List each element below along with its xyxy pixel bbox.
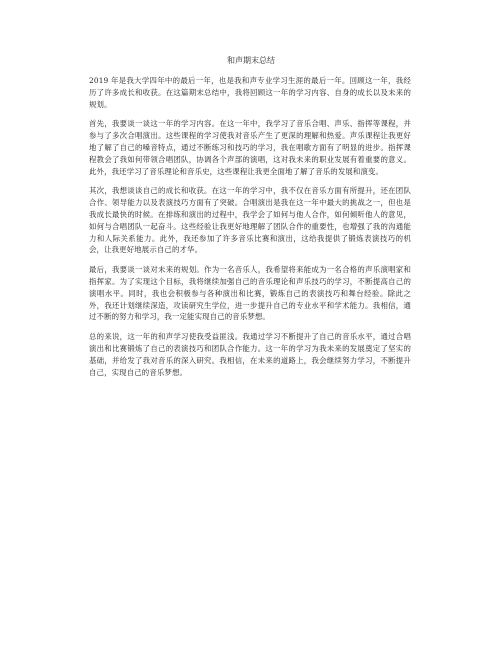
- paragraph-growth: 其次，我想谈谈自己的成长和收获。在这一年的学习中，我不仅在音乐方面有所提升，还在团队合作、领导能力以及表演技巧方面有了突破。合唱演出是我在这一年中最大的挑战之一，但也是我成长最快的时候。在排练和演出的过程中，我学会了如何与他人合作，如何倾听他人的意见，如何与合唱团队一起奋斗。这些经验让我更好地理解了团队合作的重要性，也增强了我的沟通能力和人际关系能力。此外，我还参加了许多音乐比赛和演出，这给我提供了锻炼表演技巧的机会，让我更好地展示自己的才华。: [89, 186, 411, 255]
- paragraph-study-content: 首先，我要谈一谈这一年的学习内容。在这一年中，我学习了音乐合唱、声乐、指挥等课程，并参与了多次合唱演出。这些课程的学习使我对音乐产生了更深的理解和热爱。声乐课程让我更好地了解了自己的嗓音特点，通过不断练习和技巧的学习，我在唱歌方面有了明显的进步。指挥课程教会了我如何带领合唱团队，协调各个声部的演唱，这对我未来的职业发展有着重要的意义。此外，我还学习了音乐理论和音乐史，这些课程让我更全面地了解了音乐的发展和演变。: [89, 119, 411, 176]
- paragraph-future-plan: 最后，我要谈一谈对未来的规划。作为一名音乐人，我希望将来能成为一名合格的声乐演唱家和指挥家。为了实现这个目标，我将继续加强自己的音乐理论和声乐技巧的学习，不断提高自己的演唱水平。同时，我也会积极参与各种演出和比赛，锻炼自己的表演技巧和舞台经验。除此之外，我还计划继续深造，攻读研究生学位，进一步提升自己的专业水平和学术能力。我相信，通过不断的努力和学习，我一定能实现自己的音乐梦想。: [89, 265, 411, 322]
- paragraph-conclusion: 总的来说，这一年的和声学习使我受益匪浅。我通过学习不断提升了自己的音乐水平，通过合唱演出和比赛锻炼了自己的表演技巧和团队合作能力。这一年的学习为我未来的发展奠定了坚实的基础，并给发了我对音乐的深入研究。我相信，在未来的道路上，我会继续努力学习，不断提升自己，实现自己的音乐梦想。: [89, 332, 411, 377]
- document-title: 和声期末总结: [227, 56, 275, 65]
- document-body: [89, 75, 411, 386]
- paragraph-intro: 2019 年是我大学四年中的最后一年，也是我和声专业学习生涯的最后一年。回顾这一年，我经历了许多成长和收获。在这篇期末总结中，我将回顾这一年的学习内容、自身的成长以及未来的规划。: [89, 76, 411, 109]
